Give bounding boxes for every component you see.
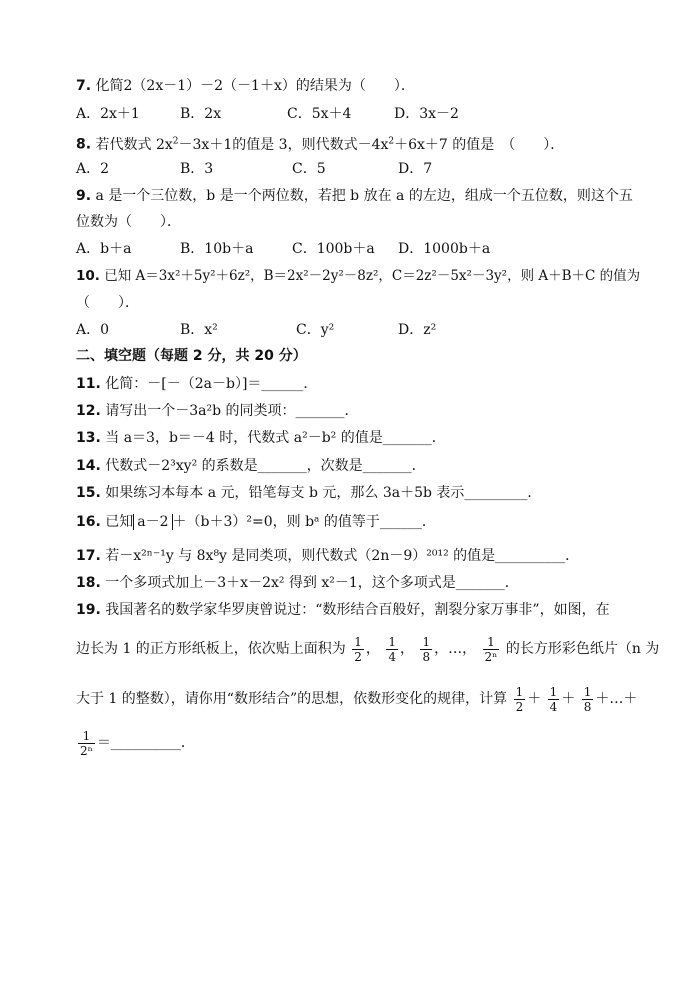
- option-b: B．2x: [180, 106, 222, 122]
- fraction: $\frac{1}{8}$: [583, 684, 592, 714]
- question-number: 7.: [76, 78, 92, 94]
- question-text: 边长为 1 的正方形纸板上，依次贴上面积为: [76, 641, 346, 657]
- question-number: 15.: [76, 485, 101, 501]
- question-9: [76, 186, 633, 206]
- question-number: 12.: [76, 403, 101, 419]
- fraction: $\frac{1}{\text{2ⁿ}}$: [80, 728, 93, 758]
- question-number: 9.: [76, 188, 92, 204]
- question-text: 一个多项式加上－3＋x－2x² 得到 x²－1，这个多项式是_______．: [105, 575, 519, 591]
- option-a: A．b＋a: [76, 241, 132, 257]
- section-heading: 二、填空题（每题 2 分，共 20 分）: [76, 348, 307, 364]
- option-c: C．y²: [296, 322, 335, 338]
- question-text: 如果练习本每本 a 元，铅笔每支 b 元，那么 3a＋5b 表示_________．: [105, 485, 542, 501]
- question-text: ＝__________．: [96, 735, 195, 751]
- option-b: B．10b＋a: [180, 241, 254, 257]
- question-16: [76, 512, 436, 532]
- question-19: [76, 600, 610, 620]
- question-text: 的长方形彩色纸片（n 为: [505, 641, 660, 657]
- question-number: 11.: [76, 376, 101, 392]
- option-b: B．x²: [180, 322, 218, 338]
- question-7: [76, 76, 415, 96]
- question-15: [76, 483, 541, 503]
- fraction: $\frac{1}{\text{2ⁿ}}$: [484, 634, 498, 664]
- question-number: 18.: [76, 575, 101, 591]
- question-9-continued: 位数为（ ）．: [76, 214, 181, 230]
- option-d: D．7: [398, 161, 433, 177]
- question-19-line-2: 边长为 1 的正方形纸板上，依次贴上面积为 $\frac{1}{2}$ ， $\frac{1}{4}$ ， $\frac{1}{8}$ ，…， $\frac{1}{\text{2ⁿ}}$ 的长方形彩色纸片（n 为: [76, 634, 660, 664]
- question-number: 13.: [76, 430, 101, 446]
- absolute-value: a－2: [133, 514, 172, 530]
- question-number: 16.: [76, 514, 101, 530]
- question-number: 14.: [76, 458, 101, 474]
- fraction: $\frac{1}{2}$: [354, 634, 362, 664]
- option-c: C．5: [292, 161, 326, 177]
- option-d: D．z²: [398, 322, 437, 338]
- question-text: 请写出一个－3a²b 的同类项：_______．: [105, 403, 359, 419]
- question-19-line-4: [76, 726, 195, 760]
- fraction: $\frac{1}{4}$: [549, 684, 558, 714]
- option-a: A．2: [76, 161, 110, 177]
- question-10-continued: （ ）．: [76, 295, 139, 311]
- option-a: A．0: [76, 322, 110, 338]
- question-12: [76, 401, 359, 421]
- question-text: 已知 A＝3x²＋5y²＋6z²，B＝2x²－2y²－8z²，C＝2z²－5x²－3y²，则 A＋B＋C 的值为: [104, 268, 641, 284]
- option-a: A．2x＋1: [76, 106, 140, 122]
- question-19-line-3: 大于 1 的整数），请你用“数形结合”的思想，依数形变化的规律，计算 $\frac{1}{2}$ ＋ $\frac{1}{4}$ ＋ $\frac{1}{8}$ ＋…＋: [76, 684, 638, 714]
- question-text: 大于 1 的整数），请你用“数形结合”的思想，依数形变化的规律，计算: [76, 691, 508, 707]
- option-c: C．100b＋a: [292, 241, 375, 257]
- question-text: 化简：－[－（2a－b）]＝______．: [105, 376, 318, 392]
- fraction: $\frac{1}{8}$: [422, 634, 431, 664]
- question-number: 8.: [76, 136, 92, 153]
- question-number: 10.: [76, 268, 100, 284]
- question-text: 已知: [105, 514, 134, 530]
- question-text: ＋（b＋3）²=0，则 bᵃ 的值等于______．: [172, 514, 436, 530]
- question-text: a 是一个三位数，b 是一个两位数，若把 b 放在 a 的左边，组成一个五位数，则这个五: [95, 188, 633, 204]
- option-d: D．1000b＋a: [398, 241, 491, 257]
- question-number: 17.: [76, 548, 101, 564]
- option-d: D．3x－2: [394, 106, 459, 122]
- question-13: [76, 428, 446, 448]
- option-c: C．5x＋4: [287, 106, 352, 122]
- question-text: 若－x²ⁿ⁻¹y 与 8x⁸y 是同类项，则代数式（2n－9）²⁰¹² 的值是__________．: [105, 548, 580, 564]
- question-8: [76, 131, 564, 155]
- question-10: [76, 266, 640, 286]
- question-text: 若代数式 $2x^2-3x+1$的值是 3，则代数式$-4x^2+6x+7$ 的值是 （ ）．: [95, 136, 565, 153]
- fraction: $\frac{1}{4}$: [388, 634, 396, 664]
- question-text: 我国著名的数学家华罗庚曾说过：“数形结合百般好，割裂分家万事非”，如图，在: [105, 602, 610, 618]
- question-text: 当 a＝3，b＝－4 时，代数式 a²－b² 的值是_______．: [105, 430, 446, 446]
- question-text: 化简2（2x－1）－2（－1＋x）的结果为（ ）．: [95, 78, 415, 94]
- question-18: [76, 573, 519, 593]
- question-text: 代数式－2³xy² 的系数是_______，次数是_______．: [105, 458, 426, 474]
- fraction: $\frac{1}{2}$: [515, 684, 524, 714]
- question-17: [76, 546, 579, 566]
- question-number: 19.: [76, 602, 101, 618]
- option-b: B．3: [180, 161, 214, 177]
- question-11: [76, 374, 317, 394]
- question-14: [76, 456, 426, 476]
